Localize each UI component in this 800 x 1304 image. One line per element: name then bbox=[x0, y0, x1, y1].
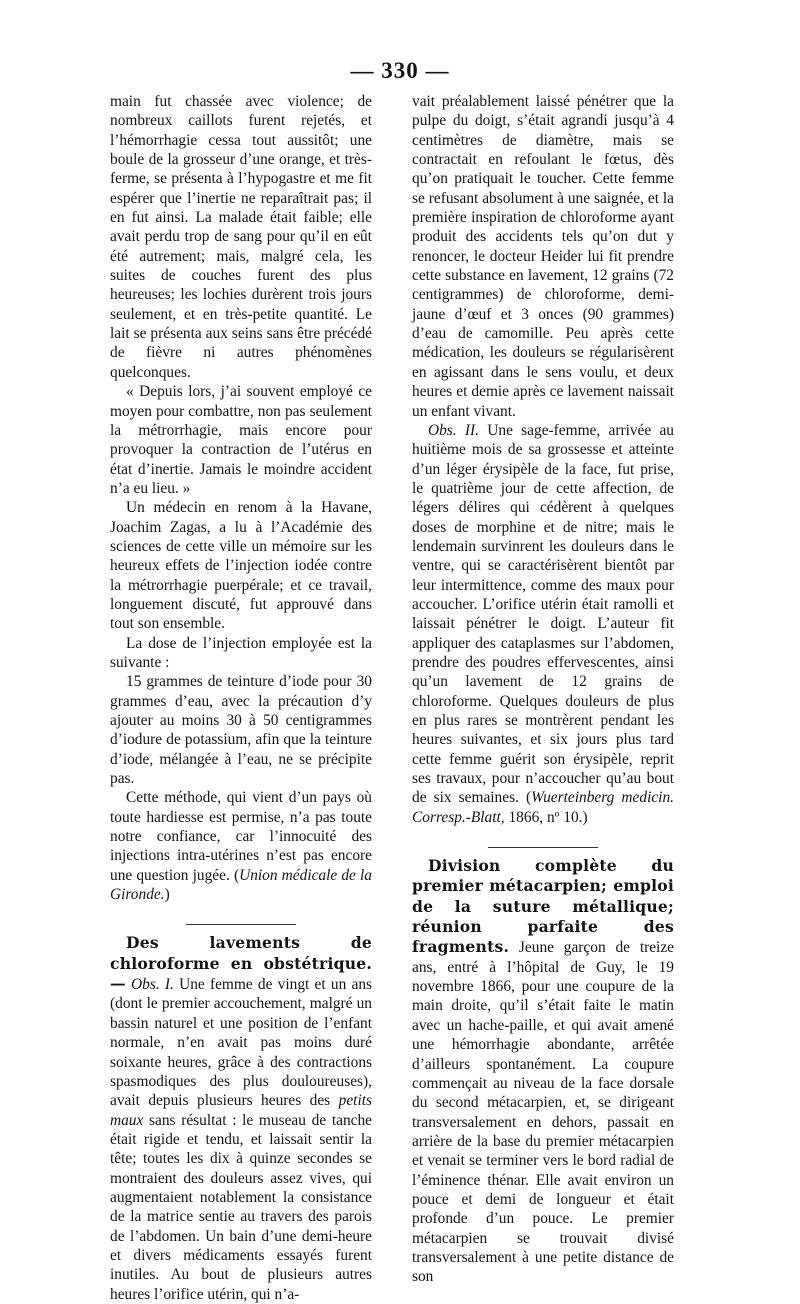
paragraph-text: Une femme de vingt et un ans (dont le premier accouchement, malgré un bassin naturel et une position de l’enfant normale, n’en avait pas moins duré soixante heures, grâce à des contractions spasmodiques des plus douloureuses), avait depuis plusieurs heures des bbox=[110, 976, 373, 1110]
paragraph-text: Jeune garçon de treize ans, entré à l’hôpital de Guy, le 19 novembre 1866, pour une coupure de la main droite, qu’il s’était faite le matin avec un hache-paille, et qui avait amené une hémorrhagie abondante, arrêtée d’ailleurs spontanément. La coupure commençait au niveau de la face dorsale du second métacarpien, et, se dirigeant transversalement en dehors, passait en arrière de la base du premier métacarpien et venait se terminer vers le bord radial de l’éminence thénar. Elle avait environ un pouce et demi de longueur et était profonde d’un pouce. Le premier métacarpien se trouvait divisé transversalement à une petite distance de son bbox=[412, 939, 674, 1286]
source-citation: Wuerteinberg medicin. Corresp.-Blatt, bbox=[412, 789, 674, 826]
paragraph: « Depuis lors, j’ai souvent employé ce moyen pour combattre, non pas seulement la métrorrhagie, mais encore pour provoquer la contraction de l’utérus en état d’inertie. Jamais le moindre accident n’a eu lieu. » bbox=[110, 383, 372, 497]
paragraph-text: Cette méthode, qui vient d’un pays où toute hardiesse est permise, n’a pas toute notre confiance, car l’innocuité des injections intra-utérines n’est pas encore une question jugée. ( bbox=[110, 789, 372, 884]
section-heading: Division complète du premier métacarpien; emploi de la suture métallique; réunion parfaite des fragments. bbox=[412, 856, 674, 957]
right-column bbox=[412, 92, 674, 1287]
paragraph: main fut chassée avec violence; de nombreux caillots furent rejetés, et l’hémorrhagie cessa tout aussitôt; une boule de la grosseur d’une orange, et très-ferme, se présenta à l’hypogastre et me fit espérer que l’inertie ne reparaîtrait pas; il en fut ainsi. La malade était faible; elle avait perdu trop de sang pour qu’il en eût été autrement; mais, malgré cela, les suites de couches furent des plus heureuses; les lochies durèrent trois jours seulement, et en très-petite quantité. Le lait se présenta aux seins sans être précédé de fièvre ni autres phénomènes quelconques. bbox=[110, 93, 372, 381]
paragraph-text: Une sage-femme, arrivée au huitième mois de sa grossesse et atteinte d’un léger érysipèle de la face, fut prise, le quatrième jour de cette affection, de légers délires qui cédèrent à quelques doses de morphine et de nitre; mais le lendemain survinrent les douleurs dans le ventre, qui se caractérisèrent bientôt par leur intermittence, comme des maux pour accoucher. L’orifice utérin était ramolli et laissait pénétrer le doigt. L’auteur fit appliquer des cataplasmes sur l’abdomen, prendre des poudres effervescentes, ainsi qu’un lavement de 12 grains de chloroforme. Quelques douleurs de plus en plus rares se montrèrent pendant les heures suivantes, et six jours plus tard cette femme guérit son érysipèle, reprit ses travaux, pour n’accoucher qu’au bout de six semaines. ( bbox=[412, 421, 675, 807]
spacer bbox=[412, 827, 674, 847]
section-divider bbox=[186, 924, 296, 925]
page-number: — 330 — bbox=[350, 58, 450, 83]
paragraph: vait préalablement laissé pénétrer que la pulpe du doigt, s’était agrandi jusqu’à 4 centimètres de diamètre, mais se contractait en refoulant le fœtus, dès qu’on pratiquait le toucher. Cette femme se refusant absolument à une saignée, et la première inspiration de chloroforme ayant produit des accidents tels qu’on dut y renoncer, le docteur Heider lui fit prendre cette substance en lavement, 12 grains (72 centigrammes) de chloroforme, demi-jaune d’œuf et 3 onces (90 grammes) d’eau de camomille. Peu après cette médication, les douleurs se régularisèrent en agissant dans le sens voulu, et deux heures et demie après ce lavement naissait un enfant vivant. bbox=[412, 93, 674, 420]
paragraph-text: ) bbox=[164, 886, 170, 904]
section-divider bbox=[488, 847, 598, 848]
section-paragraph bbox=[110, 933, 372, 1304]
section-heading: Des lavements de chloroforme en obstétrique. — bbox=[110, 933, 372, 994]
paragraph bbox=[412, 421, 674, 827]
observation-label: Obs. II. bbox=[428, 421, 480, 439]
observation-label: Obs. I. bbox=[131, 976, 174, 994]
source-citation: Union médicale de la Gironde. bbox=[110, 866, 372, 904]
section-paragraph bbox=[412, 856, 674, 1287]
paragraph: La dose de l’injection employée est la suivante : bbox=[110, 634, 372, 671]
paragraph-text: sans résultat : le museau de tanche était rigide et tendu, et laissait sentir la tête; toutes les dix à quinze secondes se montraient des douleurs assez vives, qui augmentaient notablement la consistance de la matrice sentie au travers des parois de l’abdomen. Un bain d’une demi-heure et divers médicaments essayés furent inutiles. Au bout de plusieurs autres heures l’orifice utérin, qui n’a- bbox=[110, 1111, 372, 1303]
left-column bbox=[110, 92, 372, 1304]
paragraph: 15 grammes de teinture d’iode pour 30 grammes d’eau, avec la précaution d’y ajouter au moins 30 à 50 centigrammes d’iodure de potassium, afin que la teinture d’iode, mélangée à l’eau, ne se précipite pas. bbox=[110, 673, 372, 788]
paragraph-text: 1866, nº 10.) bbox=[504, 808, 588, 826]
paragraph bbox=[110, 788, 372, 904]
spacer bbox=[110, 904, 372, 924]
italic-phrase: petits maux bbox=[110, 1092, 372, 1129]
paragraph: Un médecin en renom à la Havane, Joachim Zagas, a lu à l’Académie des sciences de cette ville un mémoire sur les heureux effets de l’injection iodée contre la métrorrhagie puerpérale; et ce travail, longuement discuté, fut approuvé dans tout son ensemble. bbox=[110, 499, 372, 633]
